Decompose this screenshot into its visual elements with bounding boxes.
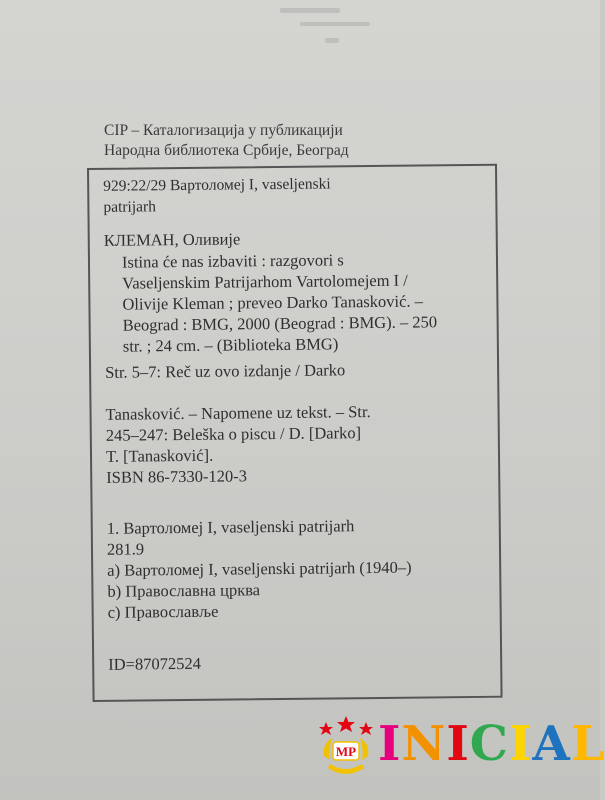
notes-line-2: Tanasković. – Napomene uz tekst. – Str. (105, 402, 371, 424)
udc-number: 281.9 (106, 539, 145, 559)
brand-letter: A (532, 716, 571, 772)
cip-header-line-2: Народна библиотека Србије, Београд (104, 142, 349, 159)
classification-heading (103, 173, 331, 217)
title-line-3: Olivije Kleman ; preveo Darko Tanasković. – (122, 291, 424, 314)
title-line-2: Vaseljenskim Patrijarhom Vartolomejem I / (122, 270, 408, 293)
title-line-1: Istina će nas izbaviti : razgovori s (121, 250, 344, 272)
subject-b: b) Православна црква (107, 580, 261, 601)
badge-text: MP (335, 744, 357, 759)
subject-c: c) Православље (107, 601, 219, 622)
brand-letter: L (570, 716, 605, 772)
isbn: ISBN 86-7330-120-3 (106, 466, 248, 487)
notes-line: Str. 5–7: Reč uz ovo izdanje / Darko (105, 360, 346, 382)
notes-line-4: T. [Tanasković]. (105, 445, 214, 466)
brand-letter: C (469, 716, 509, 772)
brand-letter: I (508, 716, 533, 772)
subject-a: a) Вартоломеј I, vaseljenski patrijarh (1940–) (107, 557, 412, 580)
mp-badge-icon (318, 714, 374, 780)
title-line-5: str. ; 24 cm. – (Biblioteka BMG) (122, 334, 339, 356)
subject-headings (107, 515, 413, 623)
notes-line-3: 245–247: Beleška o piscu / D. [Darko] (105, 423, 362, 445)
title-statement (104, 248, 437, 356)
author-heading: КЛЕМАН, Оливије (103, 229, 241, 250)
notes-continuation (105, 401, 371, 488)
cip-header (104, 121, 349, 161)
bleed-through-text (270, 0, 380, 50)
classification-line-1: 929:22/29 Вартоломеј I, vaseljenski (103, 175, 331, 195)
title-line-4: Beograd : BMG, 2000 (Beograd : BMG). – 250 (122, 312, 438, 335)
brand-wordmark (378, 714, 605, 774)
cip-record-box (87, 164, 503, 702)
classification-line-2: patrijarh (103, 198, 157, 216)
inicial-logo (318, 708, 605, 788)
record-id: ID=87072524 (108, 653, 202, 674)
cip-header-line-1: CIP – Каталогизација у публикацији (104, 122, 343, 139)
brand-letter: N (401, 716, 447, 772)
brand-letter: I (446, 716, 470, 772)
subject-1: 1. Вартоломеј I, vaseljenski patrijarh (106, 516, 355, 538)
brand-letter: I (378, 716, 402, 772)
